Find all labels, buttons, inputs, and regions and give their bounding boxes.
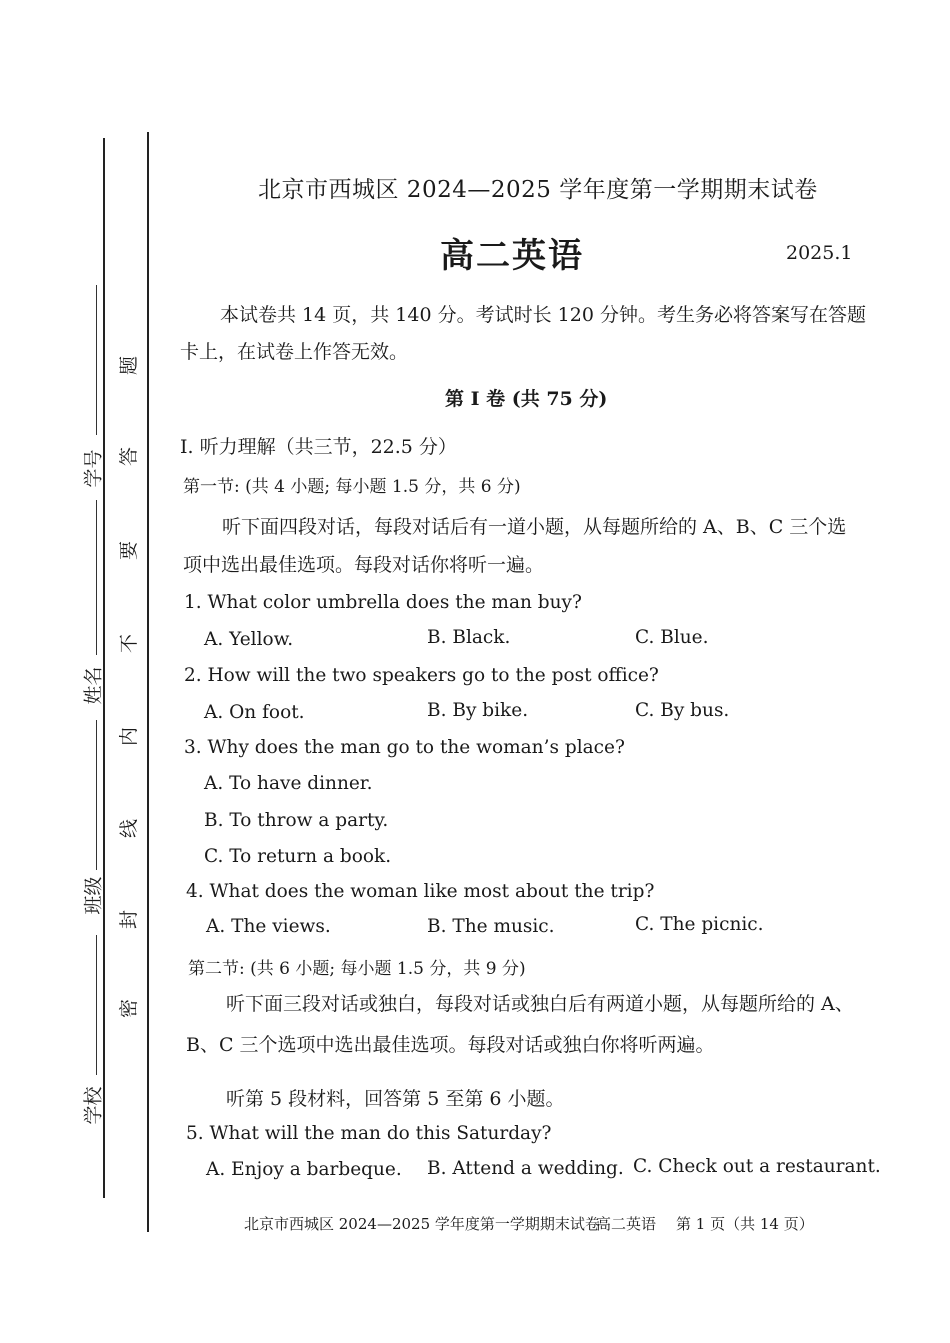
- subject-title: 高二英语: [440, 236, 584, 276]
- seal-char: 要: [118, 540, 141, 561]
- option-b: B. The music.: [427, 916, 555, 937]
- question-stem: 2. How will the two speakers go to the post office?: [184, 665, 659, 686]
- section2-sub2: 第二节: (共 6 小题; 每小题 1.5 分，共 9 分): [188, 959, 526, 979]
- seal-char: 密: [118, 998, 141, 1019]
- seal-char: 题: [118, 355, 141, 376]
- option-b: B. By bike.: [427, 700, 529, 721]
- footer-exam-title: 北京市西城区 2024—2025 学年度第一学期期末试卷: [244, 1215, 600, 1233]
- option-c: C. Blue.: [635, 627, 709, 648]
- seal-char: 内: [118, 726, 141, 747]
- name-underline[interactable]: [96, 500, 97, 655]
- name-label: 姓名: [82, 666, 105, 705]
- seal-char: 封: [118, 909, 141, 930]
- option-b: B. To throw a party.: [204, 810, 389, 831]
- material5-instruction: 听第 5 段材料，回答第 5 至第 6 小题。: [226, 1088, 565, 1110]
- question-stem: 1. What color umbrella does the man buy?: [184, 592, 582, 613]
- section1-sub1: 第一节: (共 4 小题; 每小题 1.5 分，共 6 分): [183, 477, 521, 497]
- option-c: C. Check out a restaurant.: [633, 1156, 881, 1177]
- option-c: C. The picnic.: [635, 914, 764, 935]
- option-b: B. Black.: [427, 627, 511, 648]
- section1-directions-line2: 项中选出最佳选项。每段对话你将听一遍。: [183, 554, 545, 576]
- seal-char: 答: [118, 446, 141, 467]
- exam-title: 北京市西城区 2024—2025 学年度第一学期期末试卷: [258, 177, 818, 203]
- class-label: 班级: [82, 876, 105, 915]
- option-a: A. The views.: [206, 916, 331, 937]
- question-stem: 3. Why does the man go to the woman’s place?: [184, 737, 625, 758]
- seal-char: 不: [118, 633, 141, 654]
- option-a: A. On foot.: [204, 702, 305, 723]
- section1-directions-line1: 听下面四段对话，每段对话后有一道小题，从每题所给的 A、B、C 三个选: [222, 516, 847, 538]
- section2-directions-line2: B、C 三个选项中选出最佳选项。每段对话或独白你将听两遍。: [186, 1034, 715, 1056]
- footer-subject: 高二英语: [596, 1215, 657, 1233]
- exam-date: 2025.1: [786, 242, 853, 264]
- section2-directions-line1: 听下面三段对话或独白，每段对话或独白后有两道小题，从每题所给的 A、: [226, 993, 854, 1015]
- binding-line-inner: [147, 132, 149, 1232]
- question-stem: 4. What does the woman like most about the trip?: [186, 881, 655, 902]
- question-stem: 5. What will the man do this Saturday?: [186, 1123, 552, 1144]
- section1-title: I. 听力理解（共三节，22.5 分）: [180, 436, 457, 458]
- instructions-line2: 卡上，在试卷上作答无效。: [180, 341, 409, 363]
- school-label: 学校: [82, 1086, 105, 1125]
- option-c: C. By bus.: [635, 700, 730, 721]
- class-underline[interactable]: [96, 720, 97, 870]
- option-b: B. Attend a wedding.: [427, 1158, 624, 1179]
- option-c: C. To return a book.: [204, 846, 392, 867]
- option-a: A. Yellow.: [204, 629, 294, 650]
- student-id-underline[interactable]: [96, 285, 97, 435]
- part1-title: 第 I 卷 (共 75 分): [445, 388, 608, 410]
- seal-char: 线: [118, 818, 141, 839]
- option-a: A. Enjoy a barbeque.: [206, 1159, 402, 1180]
- footer-page-number: 第 1 页（共 14 页）: [676, 1215, 814, 1233]
- student-id-label: 学号: [82, 449, 105, 488]
- school-underline[interactable]: [96, 935, 97, 1075]
- option-a: A. To have dinner.: [204, 773, 373, 794]
- instructions-line1: 本试卷共 14 页，共 140 分。考试时长 120 分钟。考生务必将答案写在答题: [220, 304, 866, 326]
